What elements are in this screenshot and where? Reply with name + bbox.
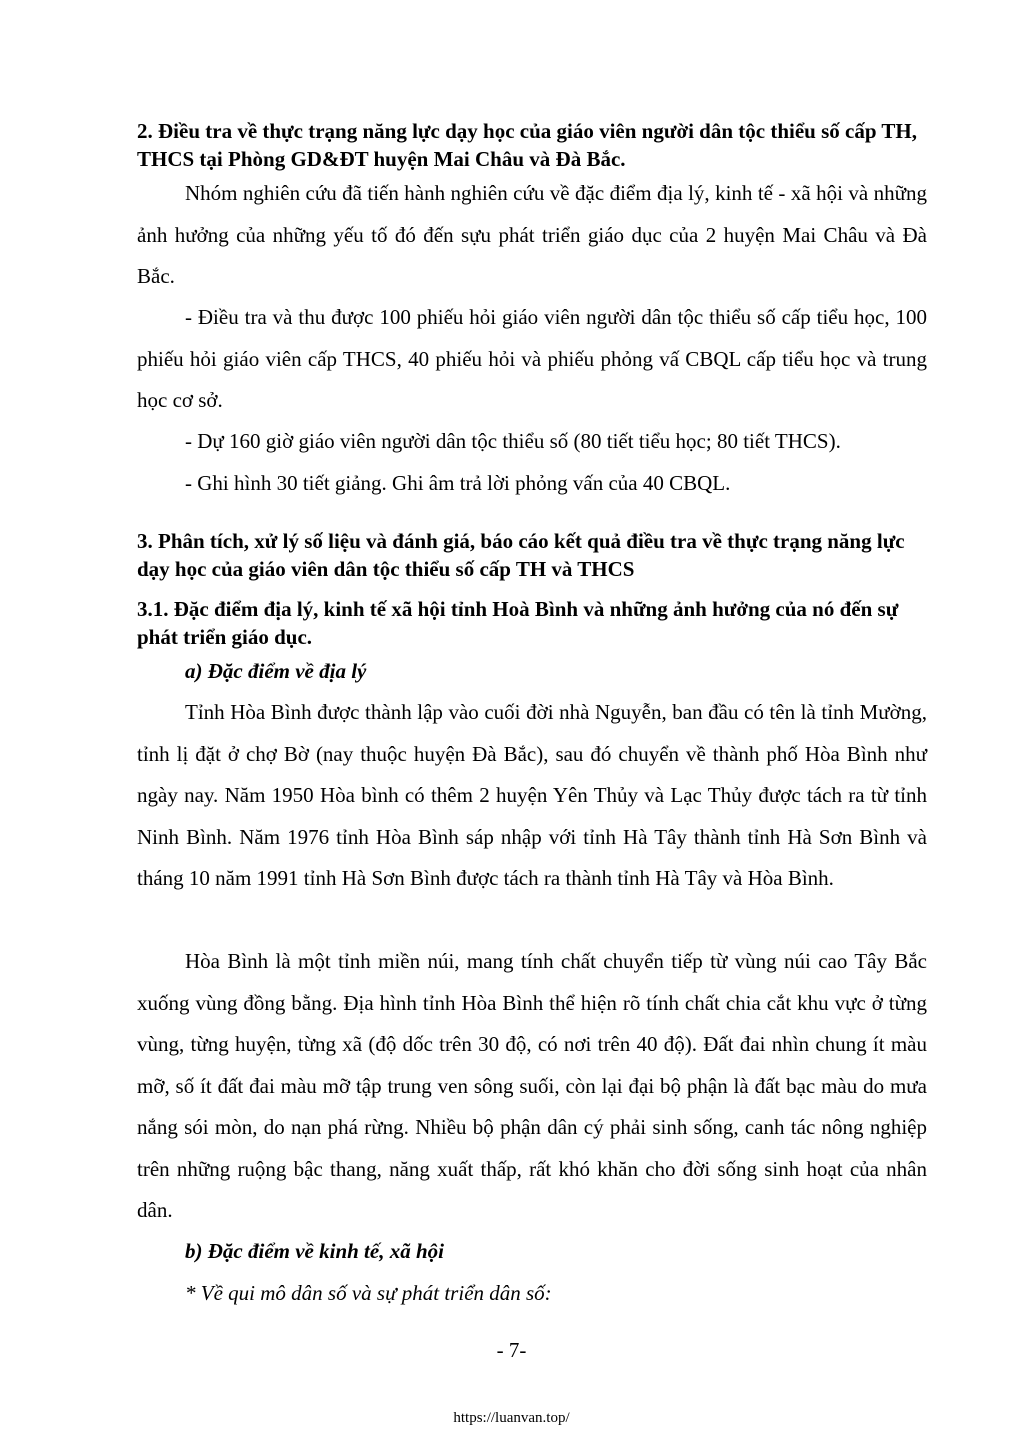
geography-paragraph-2: Hòa Bình là một tỉnh miền núi, mang tính chất chuyển tiếp từ vùng núi cao Tây Bắc xuống vùng đồng bằng. Địa hình tỉnh Hòa Bình thể hiện rõ tính chất chia cắt khu vực ở từng vùng, từng huyện, từng xã (độ dốc trên 30 độ, có nơi trên 40 độ). Đất đai nhìn chung ít màu mỡ, số ít đất đai màu mỡ tập trung ven sông suối, còn lại đại bộ phận là đất bạc màu do mưa nắng sói mòn, do nạn phá rừng. Nhiều bộ phận dân cý phải sinh sống, canh tác nông nghiệp trên những ruộng bậc thang, năng xuất thấp, rất khó khăn cho đời sống sinh hoạt của nhân dân.: [137, 949, 927, 1222]
bullet-item-survey: - Điều tra và thu được 100 phiếu hỏi giáo viên người dân tộc thiểu số cấp tiểu học, 100 phiếu hỏi giáo viên cấp THCS, 40 phiếu hỏi và phiếu phỏng vấ CBQL cấp tiểu học và trung học cơ sở.: [137, 305, 927, 412]
footer-url: https://luanvan.top/: [453, 1410, 570, 1426]
subsection-a-heading: a) Đặc điểm về địa lý: [185, 659, 367, 683]
section-2-heading: 2. Điều tra về thực trạng năng lực dạy học của giáo viên người dân tộc thiểu số cấp TH, THCS tại Phòng GD&ĐT huyện Mai Châu và Đà Bắc.: [137, 119, 917, 171]
page-number: - 7-: [496, 1338, 527, 1362]
section-3-1-heading: 3.1. Đặc điểm địa lý, kinh tế xã hội tỉnh Hoà Bình và những ảnh hưởng của nó đến sự phát triển giáo dục.: [137, 597, 899, 649]
population-note: * Về qui mô dân số và sự phát triển dân số:: [185, 1281, 552, 1305]
subsection-b-heading: b) Đặc điểm về kinh tế, xã hội: [185, 1239, 444, 1263]
bullet-item-lessons: - Dự 160 giờ giáo viên người dân tộc thiểu số (80 tiết tiểu học; 80 tiết THCS).: [185, 429, 841, 453]
geography-paragraph-1: Tỉnh Hòa Bình được thành lập vào cuối đời nhà Nguyễn, ban đầu có tên là tỉnh Mường, tỉnh lị đặt ở chợ Bờ (nay thuộc huyện Đà Bắc), sau đó chuyển về thành phố Hòa Bình như ngày nay. Năm 1950 Hòa bình có thêm 2 huyện Yên Thủy và Lạc Thủy được tách ra từ tỉnh Ninh Bình. Năm 1976 tỉnh Hòa Bình sáp nhập với tỉnh Hà Tây thành tỉnh Hà Sơn Bình và tháng 10 năm 1991 tỉnh Hà Sơn Bình được tách ra thành tỉnh Hà Tây và Hòa Bình.: [137, 700, 927, 890]
bullet-item-recording: - Ghi hình 30 tiết giảng. Ghi âm trả lời phỏng vấn của 40 CBQL.: [185, 471, 731, 495]
section-2-paragraph: Nhóm nghiên cứu đã tiến hành nghiên cứu về đặc điểm địa lý, kinh tế - xã hội và những ảnh hưởng của những yếu tố đó đến sựu phát triển giáo dục của 2 huyện Mai Châu và Đà Bắc.: [137, 181, 927, 288]
section-3-heading: 3. Phân tích, xử lý số liệu và đánh giá, báo cáo kết quả điều tra về thực trạng năng lực dạy học của giáo viên dân tộc thiểu số cấp TH và THCS: [137, 529, 905, 581]
